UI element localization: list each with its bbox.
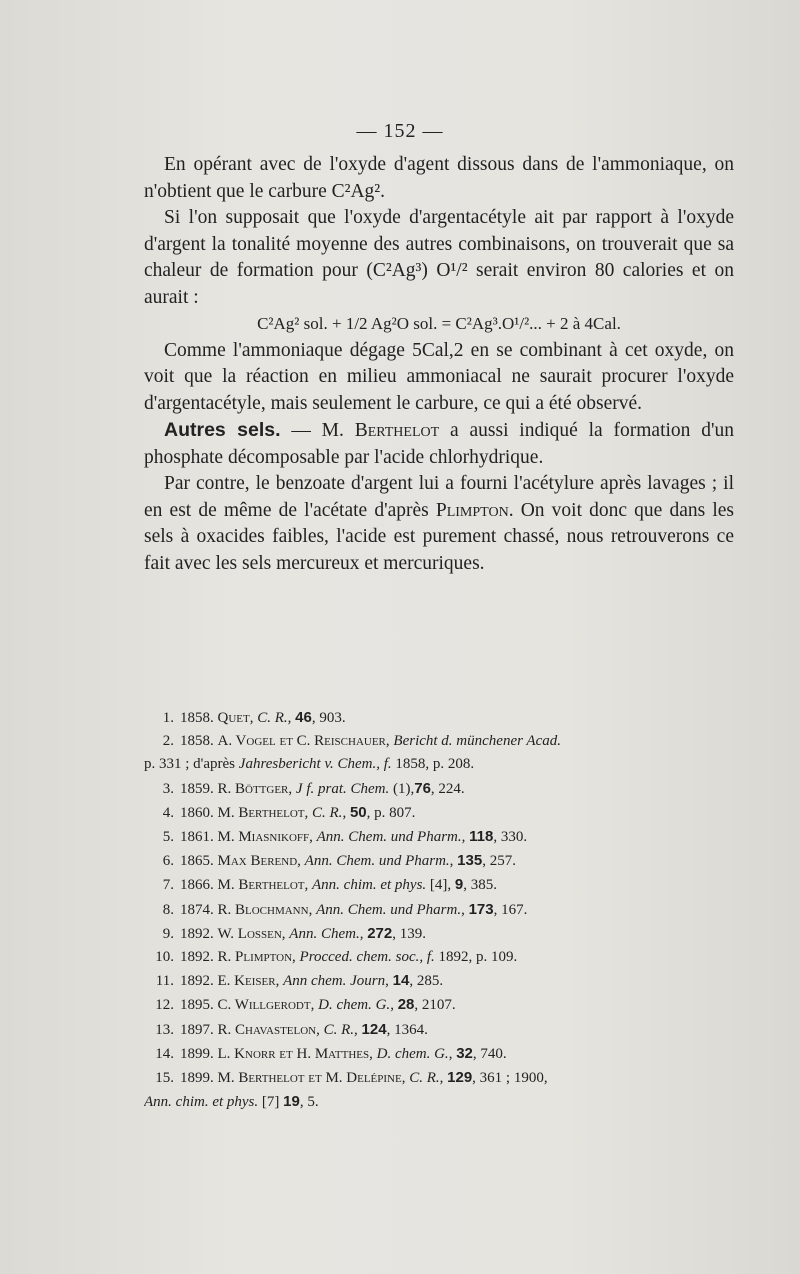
- reference-item: 3. 1859. R. Böttger, J f. prat. Chem. (1),76, 224.: [144, 777, 736, 801]
- reference-author: E. Keiser: [217, 973, 276, 990]
- reference-pages: , 740.: [472, 1045, 507, 1062]
- paragraph-1-text: En opérant avec de l'oxyde d'agent dissous dans de l'ammoniaque, on n'obtient que le carbure C²Ag².: [144, 154, 734, 202]
- reference-pages: , 285.: [409, 973, 444, 990]
- paragraph-5-text-b: . On voit donc que dans les sels à oxacides faibles, l'acide est purement chassé, nous retrouverons ce fait avec les sels mercureux et mercuriques.: [144, 499, 734, 574]
- reference-number: 15.: [155, 1070, 174, 1087]
- reference-list: [144, 706, 736, 1114]
- reference-author: R. Chavastelon: [217, 1021, 317, 1038]
- reference-volume: 135: [457, 852, 483, 870]
- reference-series: [7]: [258, 1094, 284, 1111]
- paragraph-5: [144, 471, 734, 577]
- reference-number: 14.: [155, 1045, 174, 1062]
- reference-item: 1. 1858. Quet, C. R., 46, 903.: [144, 706, 736, 730]
- reference-continuation: p. 331 ; d'après: [144, 756, 239, 773]
- author-name: Berthelot: [354, 420, 440, 441]
- reference-journal: Ann. Chem. und Pharm.: [304, 853, 450, 870]
- reference-item: [144, 1090, 736, 1114]
- reference-journal: D. chem. G.: [376, 1045, 449, 1062]
- reference-number: 4.: [162, 804, 174, 821]
- reference-item: 2. 1858. A. Vogel et C. Reischauer, Bericht d. münchener Acad.: [144, 730, 736, 753]
- reference-volume: 118: [469, 828, 494, 846]
- reference-item: 13. 1897. R. Chavastelon, C. R., 124, 1364.: [144, 1018, 736, 1042]
- reference-author: R. Böttger: [217, 780, 289, 797]
- reference-number: 11.: [155, 973, 174, 990]
- reference-pages: 1892, p. 109.: [434, 949, 518, 966]
- reference-item: 4. 1860. M. Berthelot, C. R., 50, p. 807.: [144, 801, 736, 825]
- reference-author: Max Berend: [217, 853, 298, 870]
- reference-author: Quet: [217, 710, 250, 726]
- reference-number: 1.: [162, 710, 174, 726]
- reference-year: 1858.: [180, 710, 214, 726]
- reference-pages: , p. 807.: [366, 804, 416, 821]
- reference-volume: 129: [447, 1069, 473, 1087]
- reference-year: 1892.: [180, 925, 214, 942]
- page-number: — 152 —: [356, 120, 444, 142]
- reference-year: 1865.: [180, 853, 214, 870]
- reference-journal: C. R.: [257, 710, 288, 726]
- reference-author: R. Blochmann: [217, 901, 309, 918]
- reference-journal: Procced. chem. soc., f.: [299, 949, 435, 966]
- reference-pages: , 224.: [430, 780, 465, 797]
- reference-pages: , 361 ; 1900,: [472, 1070, 548, 1087]
- reference-item: 9. 1892. W. Lossen, Ann. Chem., 272, 139.: [144, 922, 736, 946]
- reference-volume: 124: [361, 1020, 387, 1038]
- reference-number: 13.: [155, 1021, 174, 1038]
- reference-author: W. Lossen: [217, 925, 282, 942]
- paragraph-4-text-b: a aussi indiqué la formation d'un phosphate décomposable par l'acide chlorhydrique.: [144, 420, 734, 468]
- reference-number: 3.: [162, 780, 174, 797]
- reference-pages: , 330.: [493, 829, 528, 846]
- reference-year: 1899.: [180, 1045, 214, 1062]
- reference-author: L. Knorr et H. Matthes: [217, 1045, 370, 1062]
- paragraph-4-text-a: — M.: [280, 420, 355, 441]
- reference-number: 2.: [162, 733, 174, 750]
- reference-journal: C. R.: [312, 804, 343, 821]
- reference-volume: 76: [414, 779, 431, 797]
- reference-year: 1892.: [180, 973, 214, 990]
- reference-volume: 32: [456, 1044, 473, 1062]
- paragraph-2: [144, 205, 734, 311]
- reference-volume: 19: [283, 1093, 300, 1111]
- reference-pages: , 385.: [463, 877, 497, 894]
- reference-pages: , 2107.: [414, 997, 456, 1014]
- reference-volume: 9: [454, 876, 464, 894]
- reference-pages: , 139.: [392, 925, 426, 942]
- reference-number: 9.: [162, 925, 174, 942]
- reference-year: 1897.: [180, 1021, 214, 1038]
- paragraph-3-text: Comme l'ammoniaque dégage 5Cal,2 en se combinant à cet oxyde, on voit que la réaction en milieu ammoniacal ne saurait procurer l'oxyde d'argentacétyle, mais seulement le carbure, ce qui a été observé.: [144, 339, 734, 414]
- reference-item: 11. 1892. E. Keiser, Ann chem. Journ, 14, 285.: [144, 969, 736, 993]
- reference-author: R. Plimpton: [217, 949, 293, 966]
- reference-number: 6.: [162, 853, 174, 870]
- reference-author: A. Vogel et C. Reischauer: [217, 733, 386, 750]
- reference-year: 1895.: [180, 997, 214, 1014]
- reference-year: 1858.: [180, 733, 214, 750]
- reference-pages: , 5.: [299, 1094, 319, 1111]
- reference-item: 7. 1866. M. Berthelot, Ann. chim. et phys. [4], 9, 385.: [144, 873, 736, 897]
- reference-year: 1892.: [180, 949, 214, 966]
- reference-number: 5.: [162, 829, 174, 846]
- reference-number: 12.: [155, 997, 174, 1014]
- reference-item: 10. 1892. R. Plimpton, Procced. chem. soc., f. 1892, p. 109.: [144, 946, 736, 969]
- reference-author: M. Miasnikoff: [217, 829, 310, 846]
- reference-journal: Ann. Chem. und Pharm.: [316, 901, 462, 918]
- reference-journal: Bericht d. münchener Acad.: [393, 733, 561, 750]
- reference-pages: , 257.: [482, 853, 516, 870]
- reference-year: 1866.: [180, 877, 214, 894]
- reference-volume: 46: [295, 709, 312, 726]
- section-heading: Autres sels.: [164, 419, 281, 441]
- reference-volume: 272: [367, 924, 393, 942]
- reference-year: 1874.: [180, 901, 214, 918]
- reference-journal: Ann. Chem. und Pharm.: [316, 829, 462, 846]
- reference-volume: 28: [397, 996, 415, 1014]
- reference-journal: Ann. chim. et phys.: [312, 877, 427, 894]
- paragraph-3: [144, 338, 734, 418]
- reference-item: 15. 1899. M. Berthelot et M. Delépine, C. R., 129, 361 ; 1900,: [144, 1066, 736, 1090]
- reference-author: M. Berthelot: [217, 804, 305, 821]
- reference-year: 1860.: [180, 804, 214, 821]
- reference-pages: 1858, p. 208.: [391, 756, 475, 773]
- author-name: Plimpton: [435, 499, 509, 521]
- reference-volume: 14: [392, 972, 410, 990]
- reference-year: 1859.: [180, 780, 214, 797]
- paragraph-4: [144, 417, 734, 471]
- reference-year: 1899.: [180, 1070, 214, 1087]
- reference-volume: 50: [349, 803, 367, 821]
- paragraph-5-text-a: Par contre, le benzoate d'argent lui a fourni l'acétylure après lavages ; il en est de même de l'acétate d'après: [144, 473, 734, 521]
- reference-series: (1),: [389, 780, 415, 797]
- reference-item: 5. 1861. M. Miasnikoff, Ann. Chem. und Pharm., 118, 330.: [144, 825, 736, 849]
- reference-pages: , 1364.: [386, 1021, 428, 1038]
- reference-item: 6. 1865. Max Berend, Ann. Chem. und Pharm., 135, 257.: [144, 849, 736, 873]
- reference-journal: J f. prat. Chem.: [295, 780, 390, 797]
- reference-number: 7.: [162, 877, 174, 894]
- reference-number: 10.: [155, 949, 174, 966]
- formula: C²Ag² sol. + 1/2 Ag²O sol. = C²Ag³.O¹/²... + 2 à 4Cal.: [257, 314, 621, 333]
- reference-author: M. Berthelot: [217, 877, 305, 894]
- reference-year: 1861.: [180, 829, 214, 846]
- reference-author: M. Berthelot et M. Delépine: [217, 1070, 402, 1087]
- reference-journal: C. R.: [409, 1070, 440, 1087]
- reference-journal: D. chem. G.: [318, 997, 391, 1014]
- reference-journal: Ann chem. Journ: [283, 973, 386, 990]
- reference-pages: , 903.: [311, 710, 346, 726]
- reference-item: 14. 1899. L. Knorr et H. Matthes, D. chem. G., 32, 740.: [144, 1042, 736, 1066]
- paragraph-1: [144, 152, 734, 205]
- reference-item: 8. 1874. R. Blochmann, Ann. Chem. und Pharm., 173, 167.: [144, 898, 736, 922]
- reference-journal: Ann. chim. et phys.: [144, 1094, 259, 1111]
- reference-item: 12. 1895. C. Willgerodt, D. chem. G., 28, 2107.: [144, 993, 736, 1017]
- reference-author: C. Willgerodt: [217, 997, 311, 1014]
- reference-number: 8.: [162, 901, 174, 918]
- reference-journal: C. R.: [323, 1021, 355, 1038]
- paragraph-2-text: Si l'on supposait que l'oxyde d'argentacétyle ait par rapport à l'oxyde d'argent la tonalité moyenne des autres combinaisons, on trouverait que sa chaleur de formation pour (C²Ag³) O¹/² serait environ 80 calories et on aurait :: [144, 207, 734, 308]
- reference-journal: Ann. Chem.: [289, 925, 360, 942]
- body-text: [144, 152, 734, 577]
- reference-series: [4],: [426, 877, 455, 894]
- reference-volume: 173: [468, 900, 494, 918]
- reference-item: [144, 753, 736, 776]
- reference-pages: , 167.: [493, 901, 528, 918]
- reference-journal: Jahresbericht v. Chem., f.: [238, 756, 392, 773]
